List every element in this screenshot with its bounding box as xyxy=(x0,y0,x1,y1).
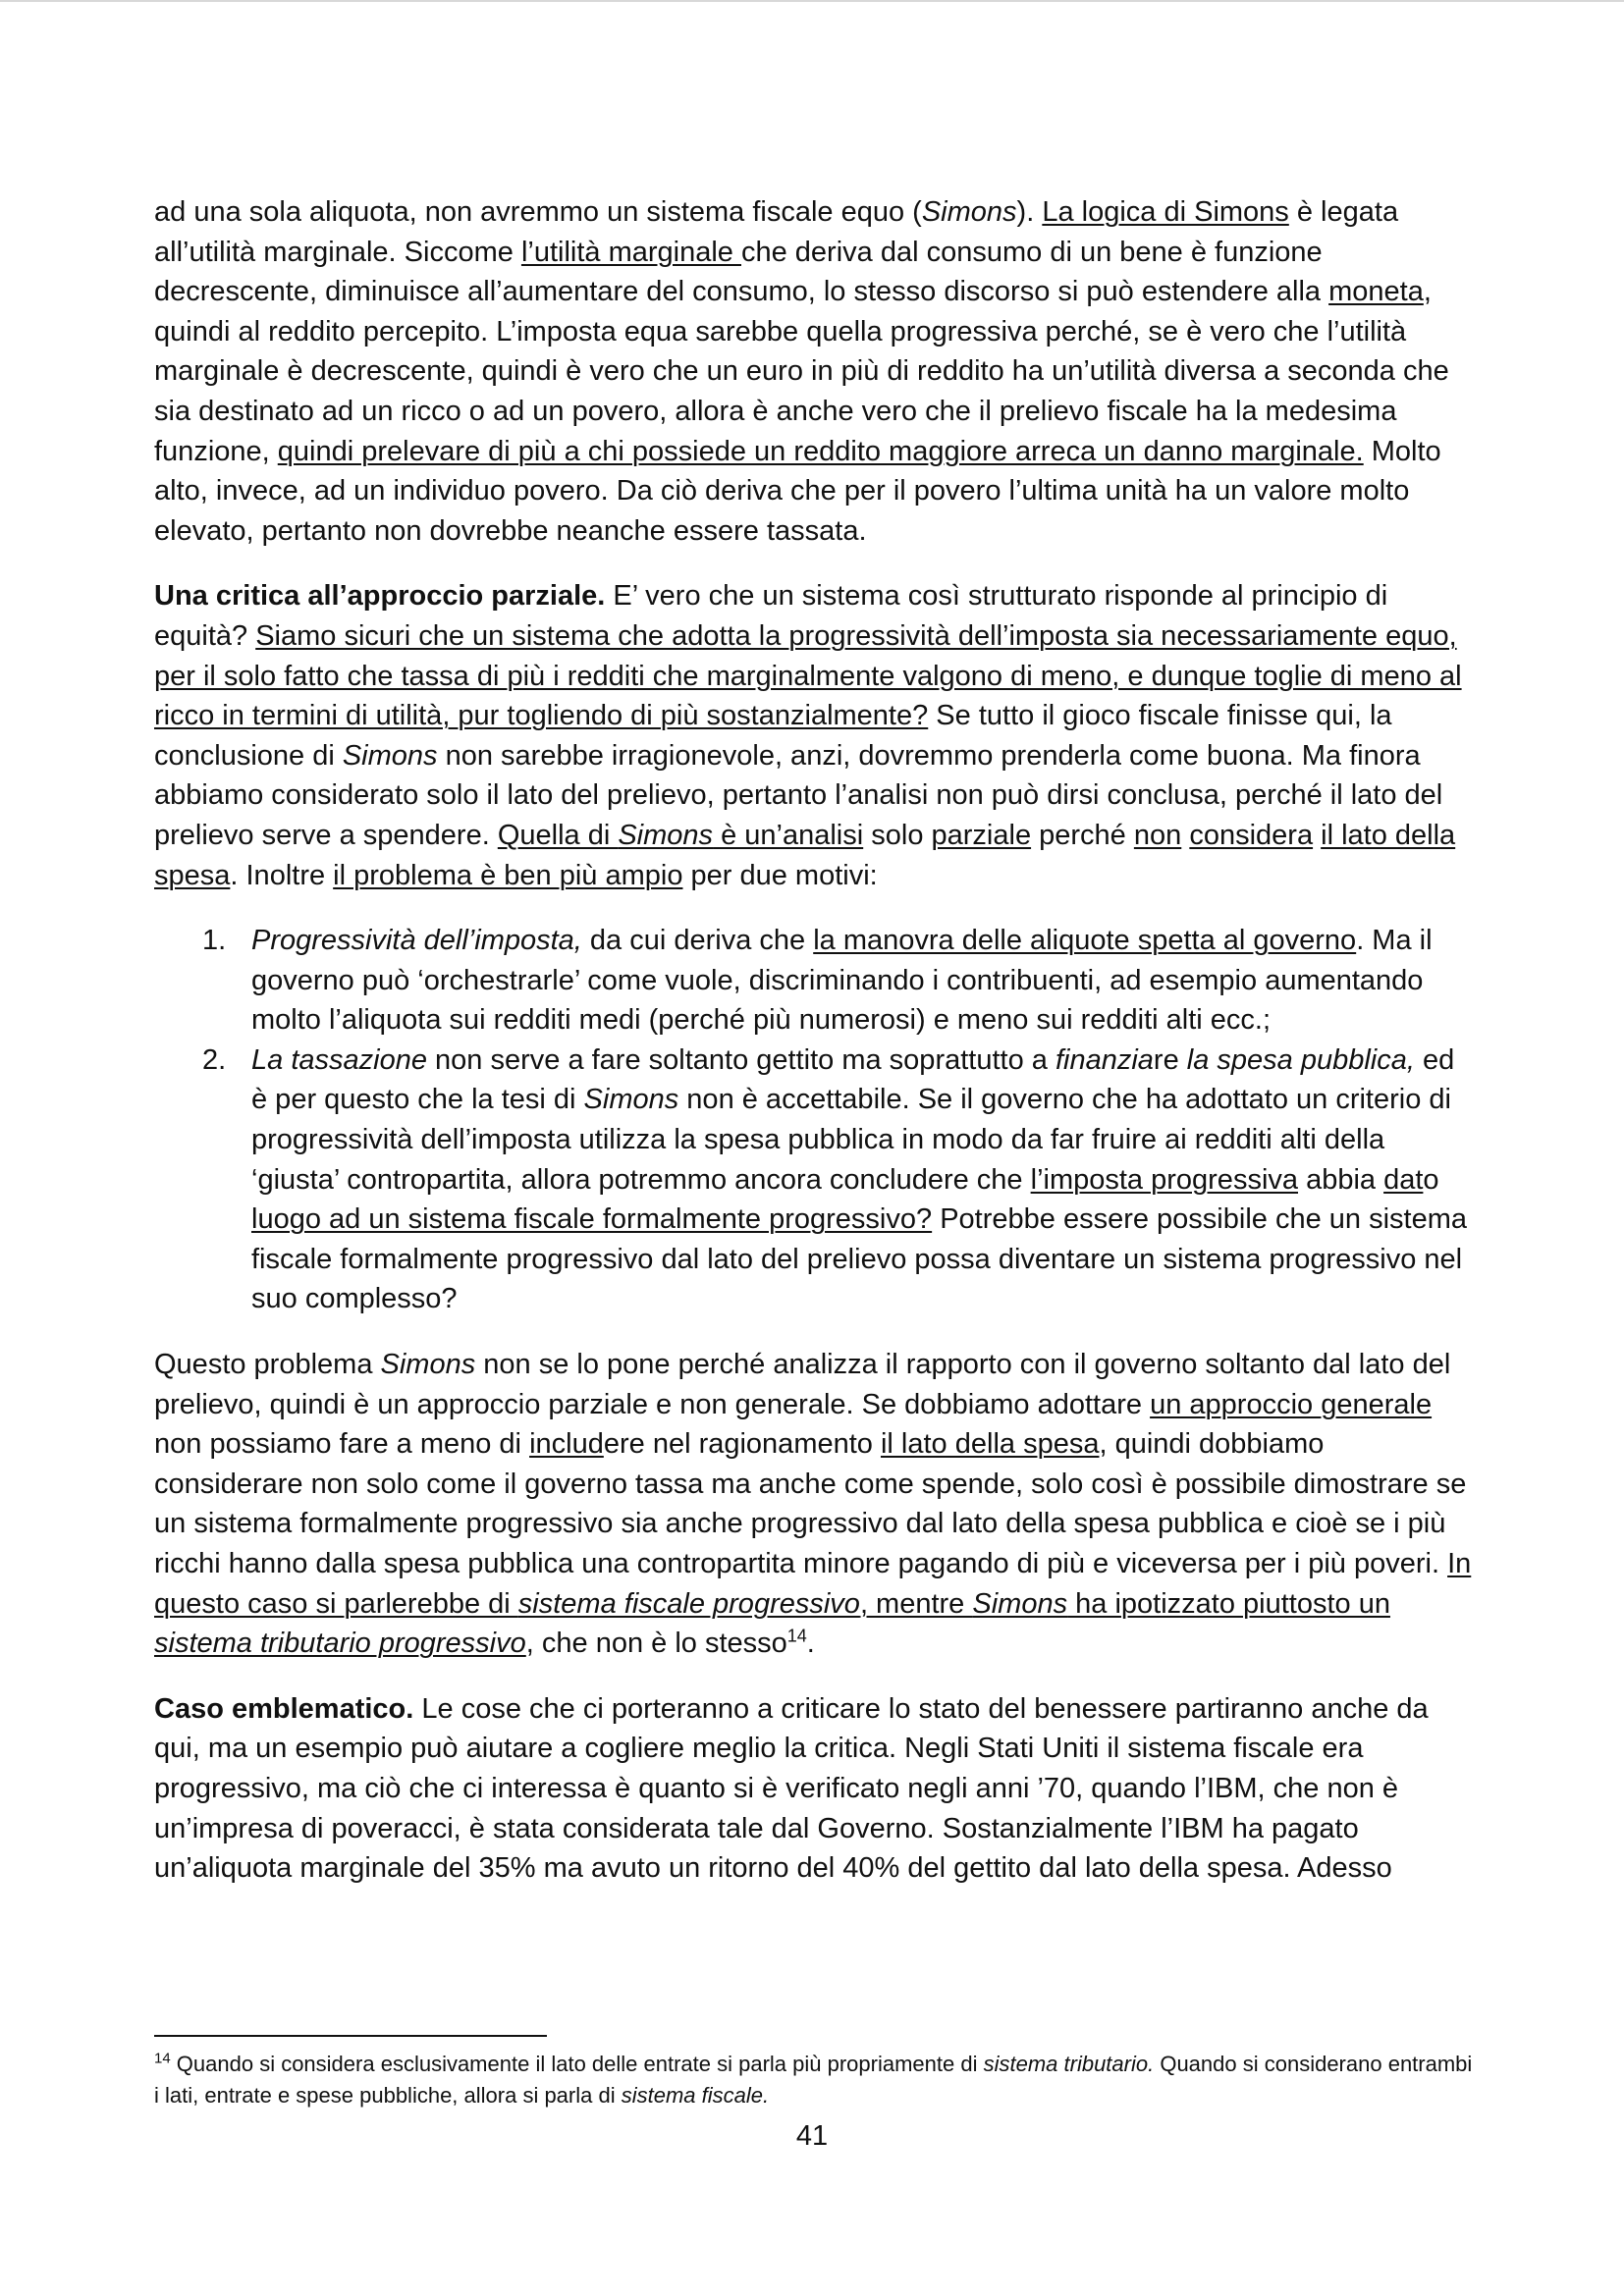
paragraph-emblematic-case: Caso emblematico. Le cose che ci porteranno a criticare lo stato del benessere partiranno anche da qui, ma un esempio può aiutare a cogliere meglio la critica. Negli Stati Uniti il sistema fiscale era progressivo, ma ciò che ci interessa è quanto si è verificato negli anni ’70, quando l’IBM, che non è un’impresa di poveracci, è stata considerata tale dal Governo. Sostanzialmente l’IBM ha pagato un’aliquota marginale del 35% ma avuto un ritorno del 40% del gettito dal lato della spesa. Adesso xyxy=(154,1692,1429,1885)
footnote-reference: 14 xyxy=(786,1626,807,1646)
list-item: 2. La tassazione non serve a fare soltanto gettito ma soprattutto a finanziare la spesa pubblica, ed è per questo che la tesi di Simons non è accettabile. Se il governo che ha adottato un criterio di progressività dell’imposta utilizza la spesa pubblica in modo da far fruire ai redditi alti della ‘giusta’ contropartita, allora potremmo ancora concludere che l’imposta progressiva abbia dato luogo ad un sistema fiscale formalmente progressivo? Potrebbe essere possibile che un sistema fiscale formalmente progressivo dal lato del prelievo possa diventare un sistema progressivo nel suo complesso? xyxy=(202,1043,1467,1315)
paragraph-general-approach: Questo problema Simons non se lo pone perché analizza il rapporto con il governo soltanto dal lato del prelievo, quindi è un approccio parziale e non generale. Se dobbiamo adottare un approccio generale non possiamo fare a meno di includere nel ragionamento il lato della spesa, quindi dobbiamo considerare non solo come il governo tassa ma anche come spende, solo così è possibile dimostrare se un sistema formalmente progressivo sia anche progressivo dal lato della spesa pubblica e cioè se i più ricchi hanno dalla spesa pubblica una contropartita minore pagando di più e viceversa per i più poveri. In questo caso si parlerebbe di sistema fiscale progressivo, mentre Simons ha ipotizzato piuttosto un sistema tributario progressivo, che non è lo stesso$^{14}$. xyxy=(154,1349,1472,1660)
page-body xyxy=(154,192,1474,1889)
page-number: 41 xyxy=(795,2120,829,2152)
section-heading: Caso emblematico. xyxy=(154,1692,414,1725)
list-item: 1. Progressività dell’imposta, da cui deriva che la manovra delle aliquote spetta al governo. Ma il governo può ‘orchestrarle’ come vuole, discriminando i contribuenti, ad esempio aumentando molto l’aliquota sui redditi medi (perché più numerosi) e meno sui redditi alti ecc.; xyxy=(202,925,1433,1037)
footnote-separator xyxy=(154,2035,547,2037)
section-heading: Una critica all’approccio parziale. xyxy=(154,580,606,613)
paragraph-simons-logic: ad una sola aliquota, non avremmo un sistema fiscale equo (Simons). La logica di Simons è legata all’utilità marginale. Siccome l’utilità marginale che deriva dal consumo di un bene è funzione decrescente, diminuisce all’aumentare del consumo, lo stesso discorso si può estendere alla moneta, quindi al reddito percepito. L’imposta equa sarebbe quella progressiva perché, se è vero che l’utilità marginale è decrescente, quindi è vero che un euro in più di reddito ha un’utilità diversa a seconda che sia destinato ad un ricco o ad un povero, allora è anche vero che il prelievo fiscale ha la medesima funzione, quindi prelevare di più a chi possiede un reddito maggiore arreca un danno marginale. Molto alto, invece, ad un individuo povero. Da ciò deriva che per il povero l’ultima unità ha un valore molto elevato, pertanto non dovrebbe neanche essere tassata. xyxy=(154,196,1449,547)
paragraph-partial-approach-critique: Una critica all’approccio parziale. E’ vero che un sistema così strutturato risponde al principio di equità? Siamo sicuri che un sistema che adotta la progressività dell’imposta sia necessariamente equo, per il solo fatto che tassa di più i redditi che marginalmente valgono di meno, e dunque toglie di meno al ricco in termini di utilità, pur togliendo di più sostanzialmente? Se tutto il gioco fiscale finisse qui, la conclusione di Simons non sarebbe irragionevole, anzi, dovremmo prenderla come buona. Ma finora abbiamo considerato solo il lato del prelievo, pertanto l’analisi non può dirsi conclusa, perché il lato del prelievo serve a spendere. Quella di Simons è un’analisi solo parziale perché non considera il lato della spesa. Inoltre il problema è ben più ampio per due motivi: xyxy=(154,580,1462,891)
reasons-list xyxy=(154,921,1474,1319)
footnote: $^{14}$ Quando si considera esclusivamente il lato delle entrate si parla più propriamente di sistema tributario. Quando si considerano entrambi i lati, entrate e spese pubbliche, allora si parla di sistema fiscale. xyxy=(154,2050,1473,2108)
top-border xyxy=(0,0,1624,2)
